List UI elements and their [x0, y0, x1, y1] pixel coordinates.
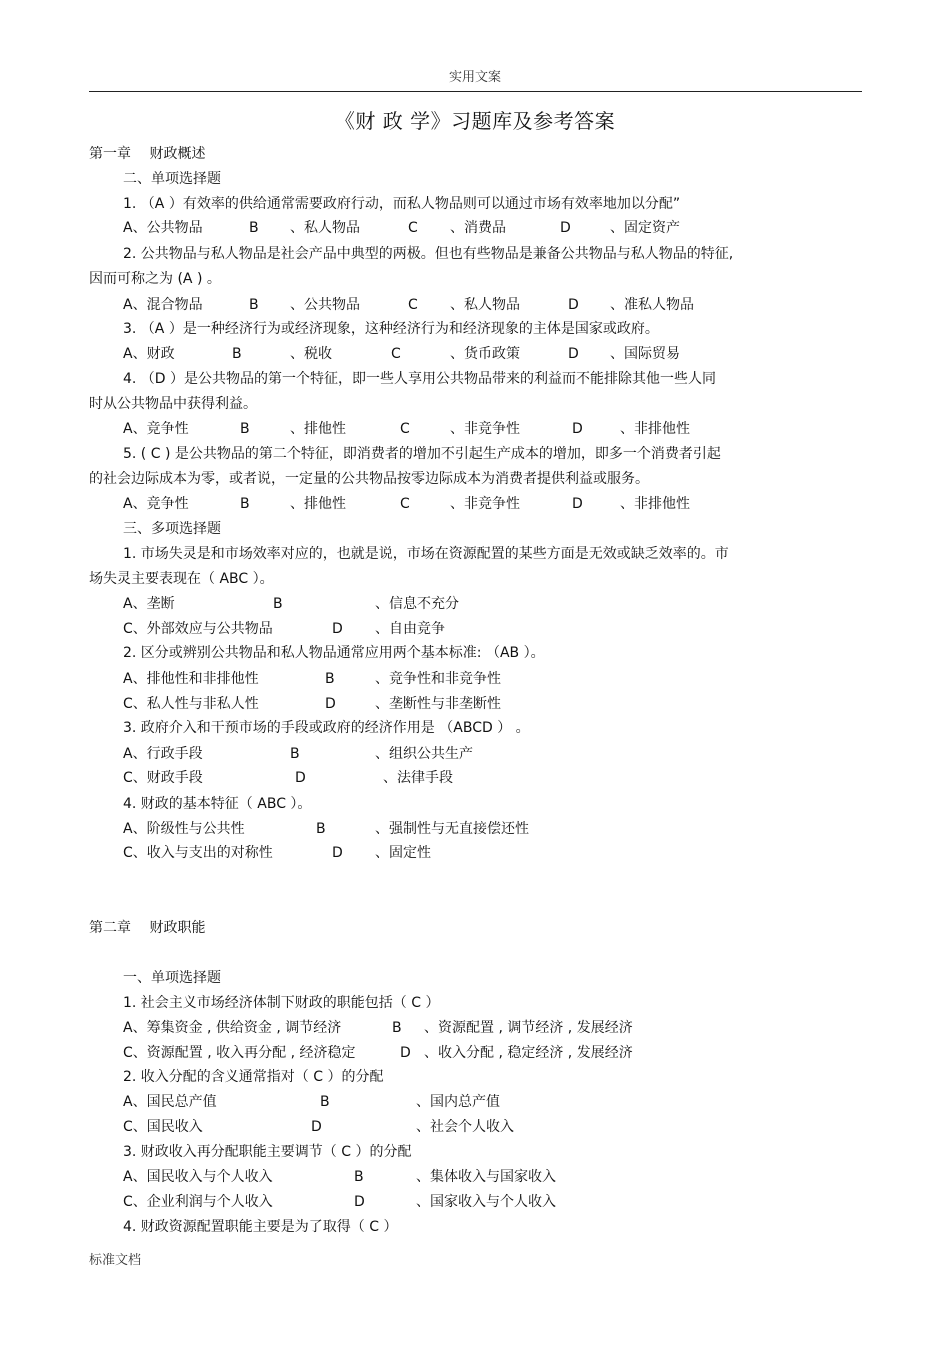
option-c: C、私人性与非私人性: [123, 696, 259, 712]
document-title: 《财 政 学》习题库及参考答案: [334, 109, 616, 133]
option-b-letter: B: [273, 596, 283, 612]
question-m3: 3. 政府介入和干预市场的手段或政府的经济作用是 （ABCD ） 。: [123, 720, 530, 736]
option-d-letter: D: [325, 696, 336, 712]
question-m4-options-ab: [0, 820, 950, 838]
question-2-2-options-ab: [0, 1093, 950, 1111]
question-m3-options-ab: [0, 745, 950, 763]
option-a: A、垄断: [123, 596, 175, 612]
option-b-letter: B: [392, 1020, 402, 1036]
option-b: 、竞争性和非竞争性: [375, 671, 501, 687]
option-d-letter: D: [572, 496, 583, 512]
option-b: 、排他性: [290, 496, 346, 512]
option-d: 、自由竞争: [375, 621, 445, 637]
question-2-1: 1. 社会主义市场经济体制下财政的职能包括（ C ）: [123, 995, 440, 1011]
option-a: A、排他性和非排他性: [123, 671, 259, 687]
question-2-2-options-cd: [0, 1118, 950, 1136]
option-a: A、筹集资金 , 供给资金 , 调节经济: [123, 1020, 342, 1036]
option-d: 、固定资产: [610, 220, 680, 236]
question-1-1: 1. （A ）有效率的供给通常需要政府行动，而私人物品则可以通过市场有效率地加以分配”: [123, 196, 681, 212]
option-b: 、集体收入与国家收入: [416, 1169, 556, 1185]
option-a: A、行政手段: [123, 746, 203, 762]
option-b-letter: B: [240, 421, 250, 437]
question-m1-options-ab: [0, 595, 950, 613]
option-d: 、固定性: [375, 845, 431, 861]
question-m1-line1: 1. 市场失灵是和市场效率对应的，也就是说，市场在资源配置的某些方面是无效或缺乏效率的。市: [123, 546, 729, 562]
option-d: 、法律手段: [383, 770, 453, 786]
question-m2: 2. 区分或辨别公共物品和私人物品通常应用两个基本标准: （AB ）。: [123, 645, 545, 661]
chapter-2-heading: 第二章 财政职能: [89, 920, 206, 936]
option-a: A、国民收入与个人收入: [123, 1169, 273, 1185]
question-2-4: 4. 财政资源配置职能主要是为了取得（ C ）: [123, 1219, 398, 1235]
question-1-2-line1: 2. 公共物品与私人物品是社会产品中典型的两极。但也有些物品是兼备公共物品与私人物品的特征,: [123, 246, 734, 262]
option-b: 、国内总产值: [416, 1094, 500, 1110]
option-b-letter: B: [249, 297, 259, 313]
option-c-letter: C: [391, 346, 401, 362]
question-1-1-options: [0, 219, 950, 237]
option-b-letter: B: [354, 1169, 364, 1185]
option-b: 、组织公共生产: [375, 746, 473, 762]
option-d-letter: D: [568, 297, 579, 313]
section-single-choice: 二、单项选择题: [123, 171, 221, 187]
question-1-2-options: [0, 296, 950, 314]
option-d: 、非排他性: [620, 496, 690, 512]
option-b: 、税收: [290, 346, 332, 362]
option-c-letter: C: [408, 220, 418, 236]
option-b: 、私人物品: [290, 220, 360, 236]
option-d-letter: D: [295, 770, 306, 786]
question-m4-options-cd: [0, 844, 950, 862]
option-b-letter: B: [316, 821, 326, 837]
header-divider: [89, 91, 862, 92]
option-c: C、外部效应与公共物品: [123, 621, 273, 637]
question-2-1-options-ab: [0, 1019, 950, 1037]
section-single-choice-2: 一、单项选择题: [123, 970, 221, 986]
option-b: 、信息不充分: [375, 596, 459, 612]
option-c-letter: C: [400, 496, 410, 512]
option-b-letter: B: [290, 746, 300, 762]
option-b-letter: B: [232, 346, 242, 362]
question-2-2: 2. 收入分配的含义通常指对（ C ）的分配: [123, 1069, 384, 1085]
option-d-letter: D: [560, 220, 571, 236]
option-d-letter: D: [354, 1194, 365, 1210]
option-c-letter: C: [400, 421, 410, 437]
option-a: A、竞争性: [123, 496, 189, 512]
option-b-letter: B: [325, 671, 335, 687]
question-1-4-options: [0, 420, 950, 438]
option-d: 、社会个人收入: [416, 1119, 514, 1135]
option-c: C、收入与支出的对称性: [123, 845, 273, 861]
question-2-1-options-cd: [0, 1044, 950, 1062]
question-2-3: 3. 财政收入再分配职能主要调节（ C ）的分配: [123, 1144, 412, 1160]
option-d: 、国际贸易: [610, 346, 680, 362]
option-d-letter: D: [332, 621, 343, 637]
option-a: A、公共物品: [123, 220, 203, 236]
option-d-letter: D: [400, 1045, 411, 1061]
question-m1-options-cd: [0, 620, 950, 638]
option-a: A、竞争性: [123, 421, 189, 437]
question-2-3-options-ab: [0, 1168, 950, 1186]
option-c: 、货币政策: [450, 346, 520, 362]
option-d: 、非排他性: [620, 421, 690, 437]
question-1-5-line2: 的社会边际成本为零，或者说，一定量的公共物品按零边际成本为消费者提供利益或服务。: [89, 471, 649, 487]
option-d-letter: D: [572, 421, 583, 437]
option-b-letter: B: [320, 1094, 330, 1110]
option-c: 、非竞争性: [450, 496, 520, 512]
option-c: 、私人物品: [450, 297, 520, 313]
page-header: 实用文案: [448, 70, 501, 85]
question-m1-line2: 场失灵主要表现在（ ABC ）。: [89, 571, 274, 587]
option-b: 、强制性与无直接偿还性: [375, 821, 529, 837]
option-b: 、公共物品: [290, 297, 360, 313]
option-a: A、国民总产值: [123, 1094, 217, 1110]
question-1-4-line2: 时从公共物品中获得利益。: [89, 396, 257, 412]
question-m2-options-cd: [0, 695, 950, 713]
option-d: 、收入分配 , 稳定经济 , 发展经济: [424, 1045, 633, 1061]
option-d: 、准私人物品: [610, 297, 694, 313]
option-c: C、企业利润与个人收入: [123, 1194, 273, 1210]
option-c: C、财政手段: [123, 770, 203, 786]
option-a: A、财政: [123, 346, 175, 362]
question-1-4-line1: 4. （D ）是公共物品的第一个特征，即一些人享用公共物品带来的利益而不能排除其他一些人同: [123, 371, 717, 387]
question-1-3: 3. （A ）是一种经济行为或经济现象，这种经济行为和经济现象的主体是国家或政府。: [123, 321, 659, 337]
question-1-2-line2: 因而可称之为 (A ) 。: [89, 271, 221, 287]
question-1-5-line1: 5. ( C ) 是公共物品的第二个特征，即消费者的增加不引起生产成本的增加，即多一个消费者引起: [123, 446, 721, 462]
question-1-5-options: [0, 495, 950, 513]
option-c: C、资源配置 , 收入再分配 , 经济稳定: [123, 1045, 356, 1061]
option-d-letter: D: [311, 1119, 322, 1135]
question-2-3-options-cd: [0, 1193, 950, 1211]
option-d: 、国家收入与个人收入: [416, 1194, 556, 1210]
option-c: C、国民收入: [123, 1119, 203, 1135]
option-c: 、非竞争性: [450, 421, 520, 437]
option-d: 、垄断性与非垄断性: [375, 696, 501, 712]
option-a: A、阶级性与公共性: [123, 821, 245, 837]
option-b: 、资源配置 , 调节经济 , 发展经济: [424, 1020, 633, 1036]
section-multiple-choice: 三、多项选择题: [123, 521, 221, 537]
chapter-1-heading: 第一章 财政概述: [89, 146, 206, 162]
option-c: 、消费品: [450, 220, 506, 236]
question-m4: 4. 财政的基本特征（ ABC ）。: [123, 796, 312, 812]
option-b-letter: B: [249, 220, 259, 236]
question-m3-options-cd: [0, 769, 950, 787]
option-b-letter: B: [240, 496, 250, 512]
option-a: A、混合物品: [123, 297, 203, 313]
option-d-letter: D: [332, 845, 343, 861]
option-d-letter: D: [568, 346, 579, 362]
page-footer: 标准文档: [89, 1253, 142, 1268]
question-1-3-options: [0, 345, 950, 363]
question-m2-options-ab: [0, 670, 950, 688]
option-b: 、排他性: [290, 421, 346, 437]
option-c-letter: C: [408, 297, 418, 313]
